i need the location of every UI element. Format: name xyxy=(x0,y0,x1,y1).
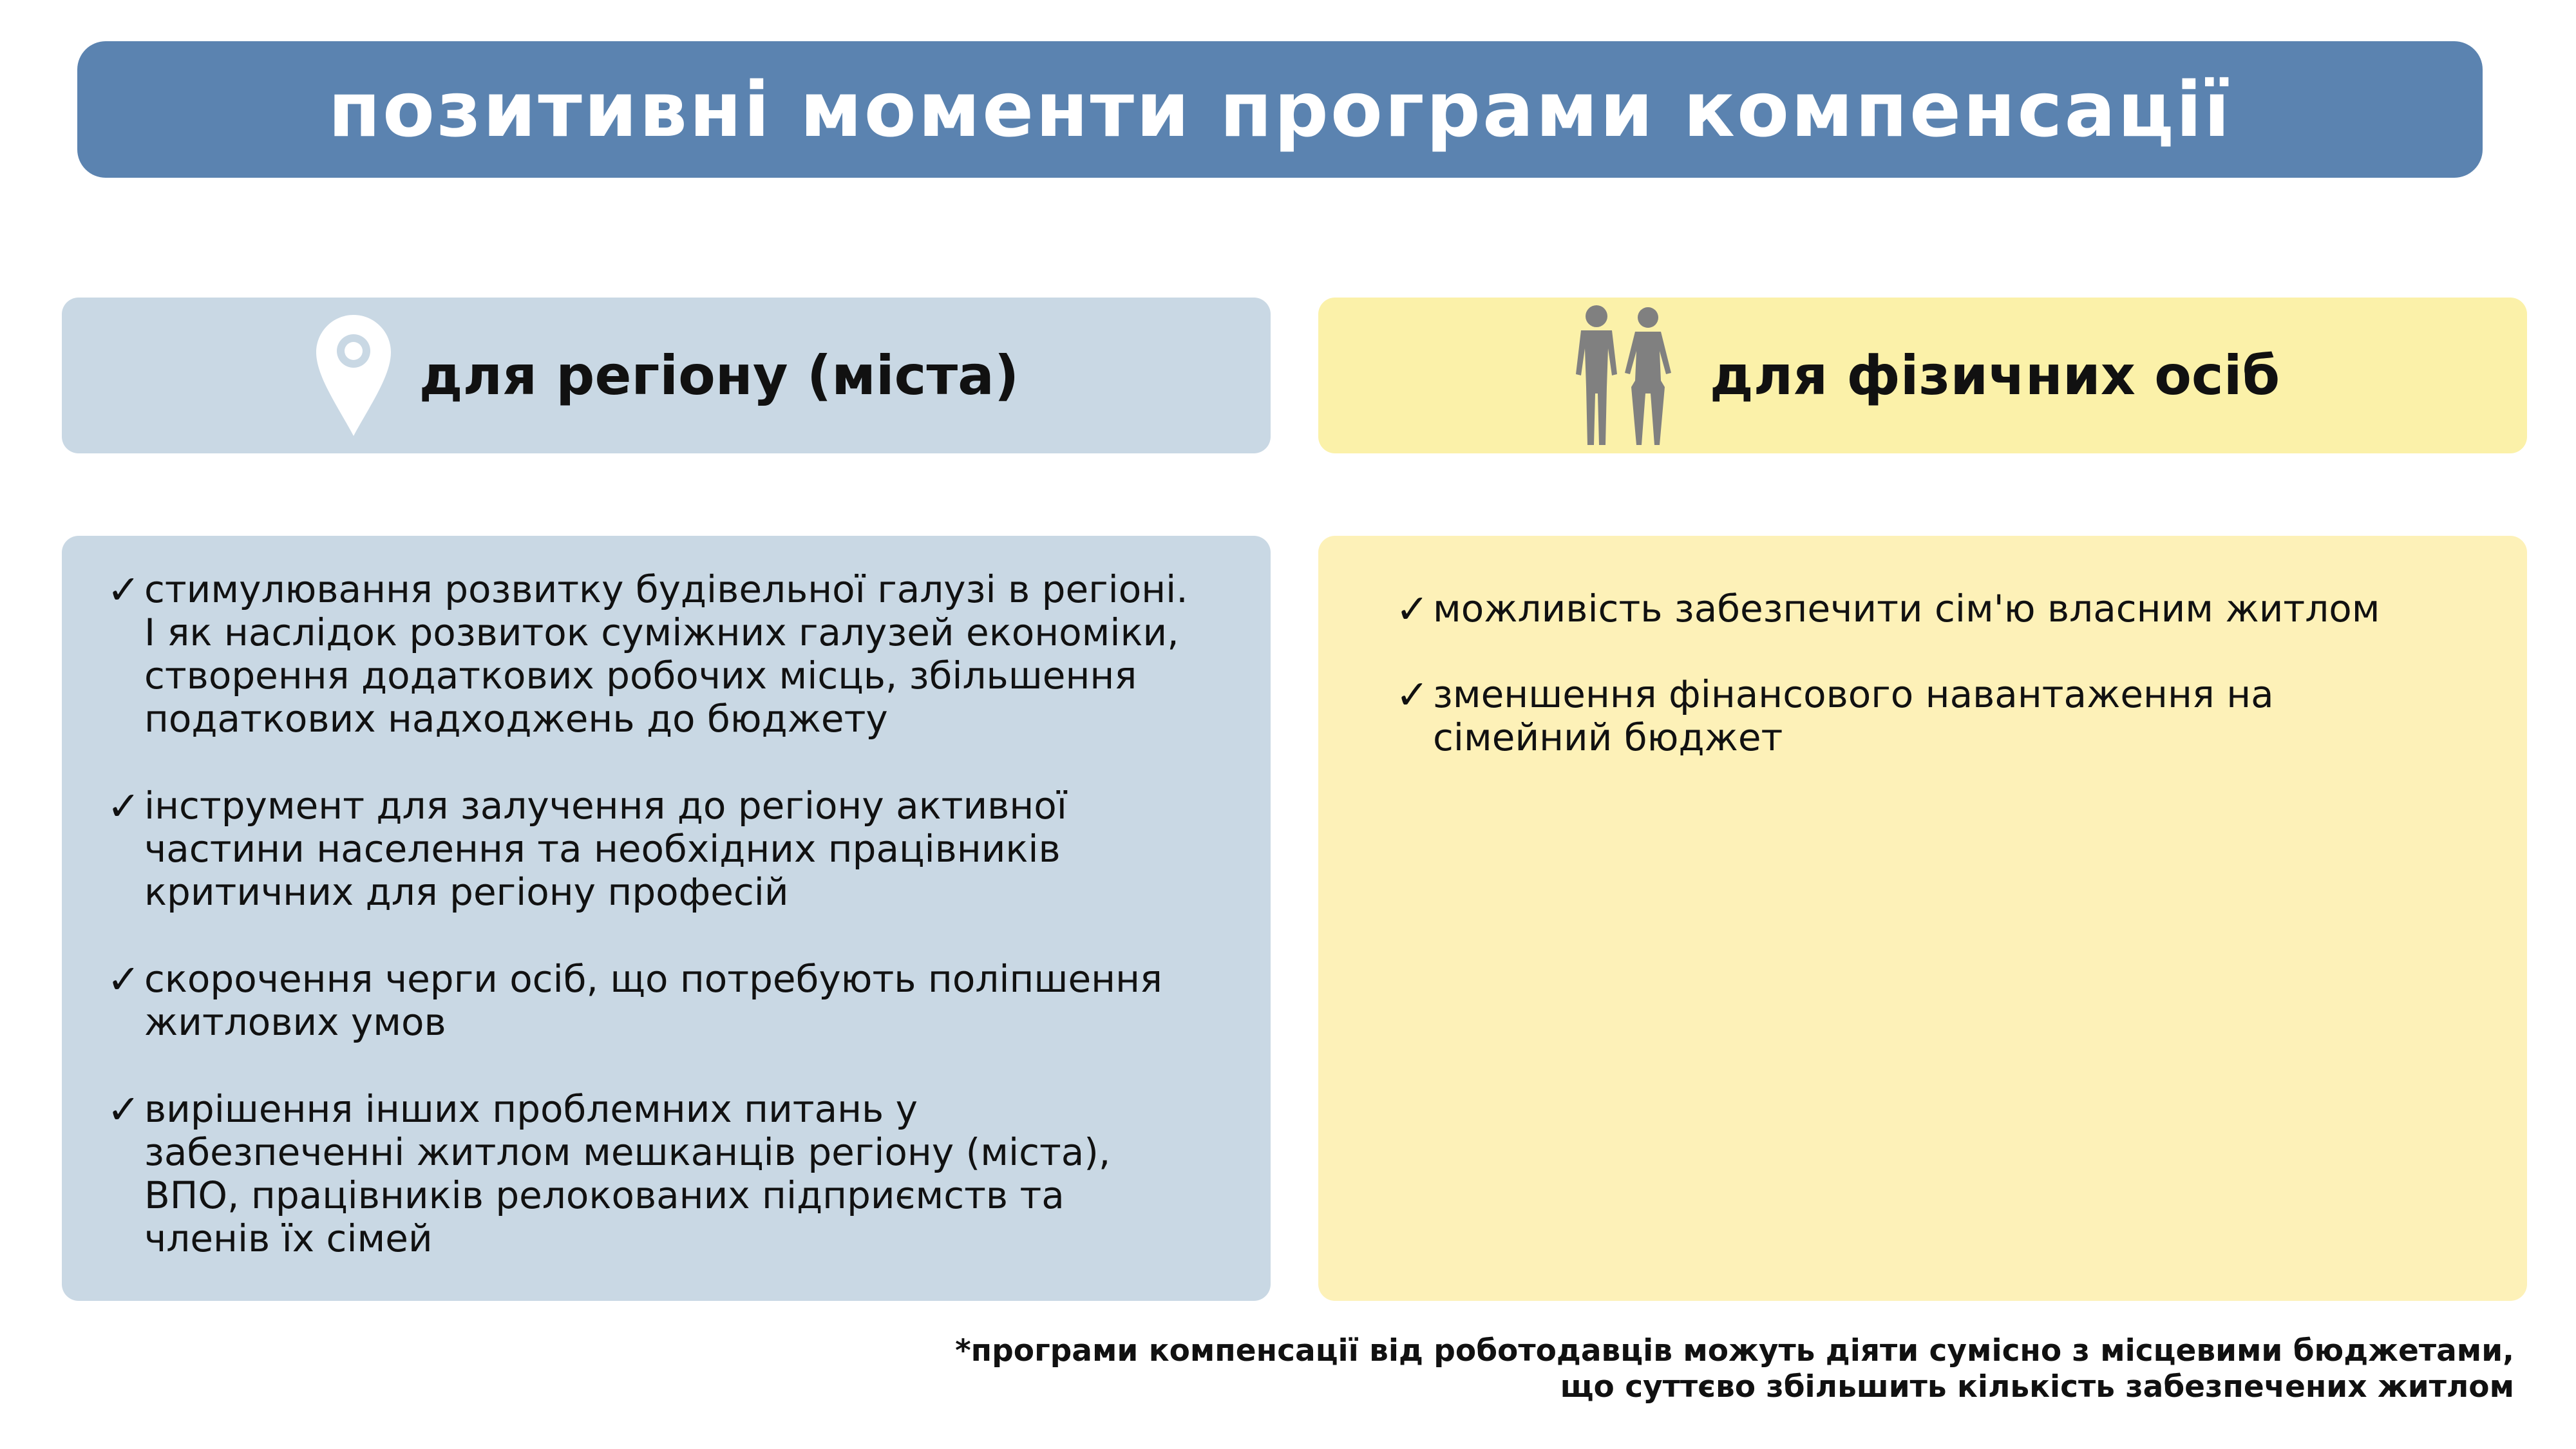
region-benefits-panel xyxy=(62,536,1271,1301)
footnote: *програми компенсації від роботодавців можуть діяти сумісно з місцевими бюджетами, що суттєво збільшить кількість забезпечених житлом xyxy=(955,1333,2514,1405)
checkmark-icon: ✓ xyxy=(1396,585,1429,632)
list-item-text: зменшення фінансового навантаження на сімейний бюджет xyxy=(1433,672,2274,759)
checkmark-icon: ✓ xyxy=(107,782,140,829)
region-header xyxy=(62,298,1271,453)
list-item xyxy=(107,1088,1245,1260)
region-header-label: для регіону (міста) xyxy=(419,344,1019,407)
people-icon xyxy=(1566,303,1681,448)
individuals-header-label: для фізичних осіб xyxy=(1709,344,2280,407)
list-item xyxy=(107,568,1245,741)
checkmark-icon: ✓ xyxy=(107,1086,140,1133)
checkmark-icon: ✓ xyxy=(107,956,140,1003)
individuals-header xyxy=(1318,298,2527,453)
page-title: позитивні моменти програми компенсації xyxy=(328,65,2232,154)
list-item xyxy=(1396,587,2501,630)
list-item-text: скорочення черги осіб, що потребують поліпшення житлових умов xyxy=(144,957,1162,1044)
list-item-text: вирішення інших проблемних питань у забезпеченні житлом мешканців регіону (міста), ВПО, працівників релокованих підприємств та членів їх сімей xyxy=(144,1087,1111,1260)
list-item xyxy=(107,784,1245,914)
list-item-text: інструмент для залучення до регіону активної частини населення та необхідних працівників критичних для регіону професій xyxy=(144,784,1067,914)
list-item-text: стимулювання розвитку будівельної галузі в регіоні. І як наслідок розвиток суміжних галузей економіки, створення додаткових робочих місць, збільшення податкових надходжень до бюджету xyxy=(144,567,1188,741)
location-pin-icon xyxy=(314,312,393,439)
checkmark-icon: ✓ xyxy=(1396,671,1429,718)
list-item-text: можливість забезпечити сім'ю власним житлом xyxy=(1433,587,2380,630)
list-item xyxy=(1396,673,2501,759)
title-banner xyxy=(77,41,2483,178)
list-item xyxy=(107,958,1245,1044)
individual-benefits-panel xyxy=(1318,536,2527,1301)
checkmark-icon: ✓ xyxy=(107,566,140,613)
